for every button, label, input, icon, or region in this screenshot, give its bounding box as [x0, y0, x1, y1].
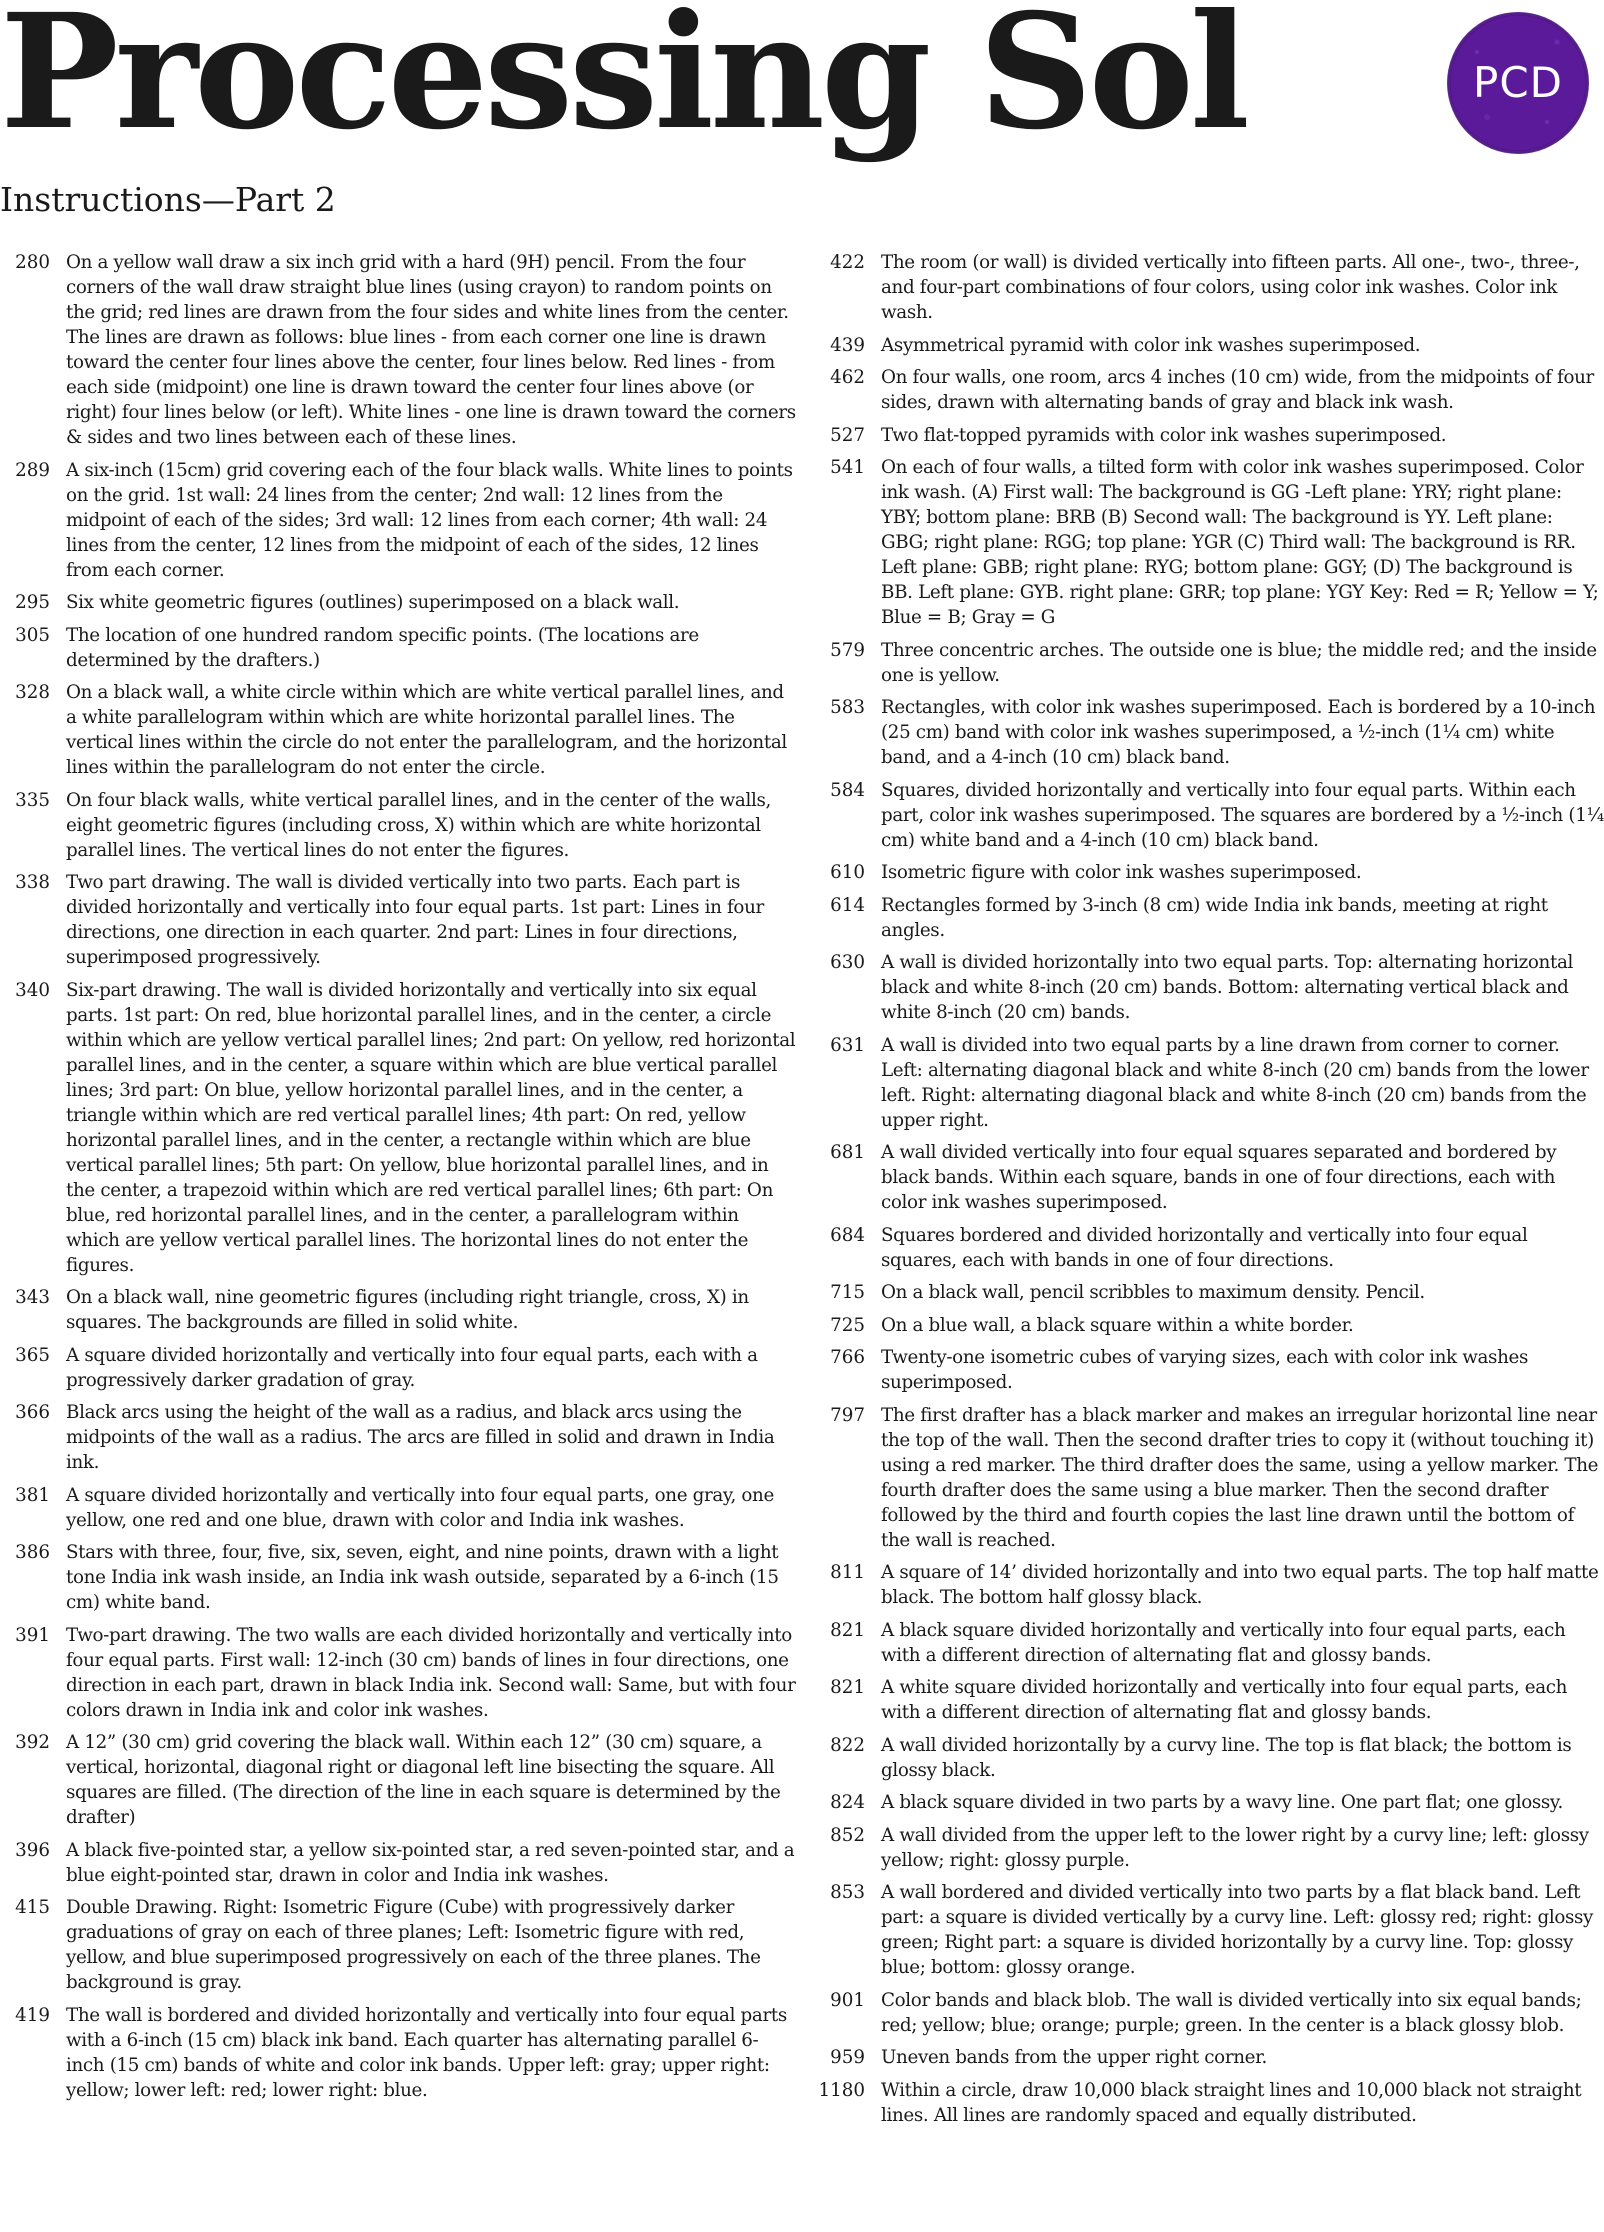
instruction-number: 391	[15, 1624, 50, 1646]
instruction-text: Six white geometric figures (outlines) superimposed on a black wall.	[66, 592, 680, 613]
instruction-text: Two part drawing. The wall is divided vertically into two parts. Each part is divided horizontally and vertically into four equal parts. 1st part: Lines in four directions, one direction in each quarter. 2nd part: Lines in four directions, superimposed progressively.	[66, 872, 764, 968]
instruction-text: Double Drawing. Right: Isometric Figure (Cube) with progressively darker graduations of gray on each of three planes; Left: Isometric figure with red, yellow, and blue superimposed progressively on each of the three planes. The background is gray.	[66, 1897, 761, 1993]
instruction-entry	[0, 1730, 796, 1830]
instruction-entry	[815, 1675, 1604, 1725]
instruction-number: 681	[830, 1142, 865, 1163]
instruction-text: Twenty-one isometric cubes of varying sizes, each with color ink washes superimposed.	[881, 1347, 1529, 1393]
instruction-number: 684	[830, 1224, 865, 1246]
instruction-text: Isometric figure with color ink washes superimposed.	[881, 862, 1362, 883]
instruction-number: 338	[15, 872, 50, 893]
instruction-number: 853	[830, 1882, 865, 1903]
instruction-entry	[815, 950, 1604, 1025]
instruction-number: 392	[15, 1732, 50, 1753]
instruction-entry	[815, 1140, 1604, 1215]
instruction-text: A square divided horizontally and vertically into four equal parts, each with a progressively darker gradation of gray.	[66, 1344, 758, 1391]
instruction-number: 579	[830, 639, 865, 661]
instruction-entry	[815, 1618, 1604, 1668]
instruction-text: Black arcs using the height of the wall as a radius, and black arcs using the midpoints of the wall as a radius. The arcs are filled in solid and drawn in India ink.	[66, 1402, 775, 1473]
instruction-number: 386	[15, 1542, 50, 1563]
instruction-entry	[0, 680, 796, 780]
instruction-number: 852	[830, 1824, 865, 1846]
instruction-number: 715	[830, 1282, 865, 1303]
instruction-text: Squares, divided horizontally and vertically into four equal parts. Within each part, color ink washes superimposed. The squares are bordered by a ½-inch (1¼ cm) white band and a 4-inch (10 cm) black band.	[881, 779, 1604, 851]
instruction-number: 630	[830, 952, 865, 973]
instruction-entry	[815, 1345, 1604, 1395]
instruction-number: 305	[15, 624, 50, 646]
instruction-text: Rectangles formed by 3-inch (8 cm) wide India ink bands, meeting at right angles.	[881, 894, 1548, 941]
right-column	[815, 250, 1604, 2135]
instruction-number: 439	[830, 334, 865, 356]
instruction-entry	[815, 638, 1604, 688]
left-column	[0, 250, 796, 2110]
instruction-text: A black square divided horizontally and vertically into four equal parts, each with a different direction of alternating flat and glossy bands.	[881, 1619, 1566, 1666]
instruction-entry	[0, 250, 796, 450]
instruction-text: On four walls, one room, arcs 4 inches (10 cm) wide, from the midpoints of four sides, drawn with alternating bands of gray and black ink wash.	[881, 367, 1594, 413]
instruction-number: 725	[830, 1314, 865, 1336]
instruction-entry	[815, 1790, 1604, 1815]
instruction-text: The location of one hundred random specific points. (The locations are determined by the drafters.)	[66, 624, 699, 671]
instruction-text: A white square divided horizontally and vertically into four equal parts, each with a different direction of alternating flat and glossy bands.	[881, 1677, 1568, 1723]
instruction-text: A black five-pointed star, a yellow six-pointed star, a red seven-pointed star, and a blue eight-pointed star, drawn in color and India ink washes.	[66, 1839, 795, 1886]
instruction-text: On four black walls, white vertical parallel lines, and in the center of the walls, eight geometric figures (including cross, X) within which are white horizontal parallel lines. The vertical lines do not enter the figures.	[66, 789, 771, 861]
instruction-entry	[815, 1733, 1604, 1783]
instruction-entry	[815, 860, 1604, 885]
instruction-text: Two flat-topped pyramids with color ink washes superimposed.	[881, 424, 1447, 446]
instruction-entry	[815, 1313, 1604, 1338]
instruction-number: 340	[15, 979, 50, 1001]
instruction-number: 821	[830, 1619, 865, 1641]
instruction-entry	[0, 788, 796, 863]
instruction-text: On a black wall, a white circle within which are white vertical parallel lines, and a white parallelogram within which are white horizontal parallel lines. The vertical lines within the circle do not enter the parallelogram, and the horizontal lines within the parallelogram do not enter the circle.	[66, 682, 787, 778]
instruction-text: On a black wall, pencil scribbles to maximum density. Pencil.	[881, 1282, 1425, 1303]
instruction-number: 584	[830, 779, 865, 801]
instruction-entry	[815, 1988, 1604, 2038]
instruction-number: 328	[15, 682, 50, 703]
instruction-number: 631	[830, 1034, 865, 1056]
instruction-entry	[0, 623, 796, 673]
instruction-number: 415	[15, 1897, 50, 1918]
instruction-text: Asymmetrical pyramid with color ink washes superimposed.	[881, 334, 1421, 356]
instruction-text: On each of four walls, a tilted form with color ink washes superimposed. Color ink wash. (A) First wall: The background is GG -Left plane: YRY; right plane: YBY; bottom plane: BRB (B) Second wall: The background is YY. Left plane: GBG; right plane: RGG; top plane: YGR (C) Third wall: The background is RR. Left plane: GBB; right plane: RYG; bottom plane: GGY; (D) The background is BB. Left plane: GYB. right plane: GRR; top plane: YGY Key: Red = R; Yellow = Y; Blue = B; Gray = G	[881, 457, 1599, 628]
instruction-text: Rectangles, with color ink washes superimposed. Each is bordered by a 10-inch (25 cm) band with color ink washes superimposed, a ½-inch (1¼ cm) white band, and a 4-inch (10 cm) black band.	[881, 697, 1596, 768]
instruction-entry	[815, 1033, 1604, 1133]
instruction-number: 821	[830, 1677, 865, 1698]
instruction-entry	[815, 333, 1604, 358]
instruction-number: 365	[15, 1344, 50, 1366]
instruction-number: 614	[830, 894, 865, 916]
instruction-text: A six-inch (15cm) grid covering each of the four black walls. White lines to points on the grid. 1st wall: 24 lines from the center; 2nd wall: 12 lines from the midpoint of each of the sides; 3rd wall: 12 lines from each corner; 4th wall: 24 lines from the center, 12 lines from the midpoint of each of the sides, 12 lines from each corner.	[66, 459, 793, 581]
instruction-text: A 12” (30 cm) grid covering the black wall. Within each 12” (30 cm) square, a vertical, horizontal, diagonal right or diagonal left line bisecting the square. All squares are filled. (The direction of the line in each square is determined by the drafter)	[66, 1732, 781, 1828]
instruction-entry	[0, 1483, 796, 1533]
instruction-text: A black square divided in two parts by a wavy line. One part flat; one glossy.	[881, 1792, 1563, 1813]
instruction-number: 583	[830, 697, 865, 718]
instruction-number: 422	[830, 252, 865, 273]
instruction-number: 396	[15, 1839, 50, 1861]
instruction-number: 419	[15, 2004, 50, 2026]
instruction-text: A wall is divided horizontally into two equal parts. Top: alternating horizontal black and white 8-inch (20 cm) bands. Bottom: alternating vertical black and white 8-inch (20 cm) bands.	[881, 952, 1573, 1023]
instruction-number: 289	[15, 459, 50, 481]
instruction-number: 541	[830, 457, 865, 478]
instruction-entry	[815, 1880, 1604, 1980]
instruction-entry	[0, 1400, 796, 1475]
instruction-entry	[0, 1540, 796, 1615]
instruction-entry	[815, 778, 1604, 853]
instruction-text: A wall divided vertically into four equal squares separated and bordered by black bands. Within each square, bands in one of four directions, each with color ink washes superimposed.	[881, 1142, 1557, 1213]
instruction-entry	[0, 978, 796, 1278]
instruction-number: 822	[830, 1734, 865, 1756]
instruction-text: Within a circle, draw 10,000 black straight lines and 10,000 black not straight lines. All lines are randomly spaced and equally distributed.	[881, 2079, 1582, 2126]
instruction-text: Six-part drawing. The wall is divided horizontally and vertically into six equal parts. 1st part: On red, blue horizontal parallel lines, and in the center, a circle within which are yellow vertical parallel lines; 2nd part: On yellow, red horizontal parallel lines, and in the center, a square within which are blue vertical parallel lines; 3rd part: On blue, yellow horizontal parallel lines, and in the center, a triangle within which are red vertical parallel lines; 4th part: On red, yellow horizontal parallel lines, and in the center, a rectangle within which are blue vertical parallel lines; 5th part: On yellow, blue horizontal parallel lines, and in the center, a trapezoid within which are red vertical parallel lines; 6th part: On blue, red horizontal parallel lines, and in the center, a parallelogram within which are yellow vertical parallel lines. The horizontal lines do not enter the figures.	[66, 979, 796, 1276]
instruction-number: 280	[15, 252, 50, 273]
instruction-number: 527	[830, 424, 865, 446]
instruction-number: 901	[830, 1989, 865, 2011]
instruction-number: 366	[15, 1402, 50, 1423]
instruction-text: The wall is bordered and divided horizontally and vertically into four equal parts with a 6-inch (15 cm) black ink band. Each quarter has alternating parallel 6-inch (15 cm) bands of white and color ink bands. Upper left: gray; upper right: yellow; lower left: red; lower right: blue.	[66, 2004, 787, 2101]
instruction-text: A square of 14’ divided horizontally and into two equal parts. The top half matte black. The bottom half glossy black.	[881, 1562, 1599, 1608]
instruction-entry	[815, 2078, 1604, 2128]
instruction-text: Color bands and black blob. The wall is divided vertically into six equal bands; red; yellow; blue; orange; purple; green. In the center is a black glossy blob.	[881, 1989, 1582, 2036]
instruction-text: The first drafter has a black marker and makes an irregular horizontal line near the top of the wall. Then the second drafter tries to copy it (without touching it) using a red marker. The third drafter does the same, using a yellow marker. The fourth drafter does the same using a blue marker. Then the second drafter followed by the third and fourth copies the last line drawn until the bottom of the wall is reached.	[881, 1404, 1599, 1551]
instruction-entry	[815, 1823, 1604, 1873]
instruction-entry	[815, 455, 1604, 630]
instruction-number: 343	[15, 1287, 50, 1308]
logo-text: PCD	[1473, 58, 1563, 107]
instruction-entry	[0, 1838, 796, 1888]
instruction-entry	[0, 1285, 796, 1335]
page-subtitle: Instructions—Part 2	[0, 180, 336, 219]
instruction-entry	[0, 1895, 796, 1995]
instruction-number: 1180	[818, 2079, 865, 2101]
instruction-text: Stars with three, four, five, six, seven, eight, and nine points, drawn with a light tone India ink wash inside, an India ink wash outside, separated by a 6-inch (15 cm) white band.	[66, 1542, 779, 1613]
instruction-entry	[815, 893, 1604, 943]
instruction-entry	[0, 870, 796, 970]
instruction-text: A wall bordered and divided vertically into two parts by a flat black band. Left part: a square is divided vertically by a curvy line. Left: glossy red; right: glossy green; Right part: a square is divided horizontally by a curvy line. Top: glossy blue; bottom: glossy orange.	[881, 1882, 1594, 1978]
instruction-entry	[815, 1560, 1604, 1610]
instruction-entry	[815, 695, 1604, 770]
instruction-number: 959	[830, 2047, 865, 2068]
page-title: Processing Sol	[0, 0, 1246, 165]
instruction-number: 824	[830, 1792, 865, 1813]
instruction-entry	[815, 365, 1604, 415]
instruction-text: Three concentric arches. The outside one is blue; the middle red; and the inside one is yellow.	[881, 639, 1597, 686]
instruction-entry	[815, 250, 1604, 325]
instruction-number: 610	[830, 862, 865, 883]
instruction-entry	[0, 2003, 796, 2103]
instruction-entry	[815, 1280, 1604, 1305]
instruction-text: A wall divided from the upper left to the lower right by a curvy line; left: glossy yellow; right: glossy purple.	[881, 1824, 1589, 1871]
instruction-text: On a black wall, nine geometric figures (including right triangle, cross, X) in squares. The backgrounds are filled in solid white.	[66, 1287, 749, 1333]
instruction-text: A wall is divided into two equal parts by a line drawn from corner to corner. Left: alternating diagonal black and white 8-inch (20 cm) bands from the lower left. Right: alternating diagonal black and white 8-inch (20 cm) bands from the upper right.	[881, 1034, 1589, 1131]
instruction-text: On a blue wall, a black square within a white border.	[881, 1314, 1354, 1336]
pcd-logo	[1447, 12, 1589, 154]
instruction-entry	[815, 1223, 1604, 1273]
instruction-number: 811	[830, 1562, 865, 1583]
instruction-text: Two-part drawing. The two walls are each divided horizontally and vertically into four equal parts. First wall: 12-inch (30 cm) bands of lines in four directions, one direction in each part, drawn in black India ink. Second wall: Same, but with four colors drawn in India ink and color ink washes.	[66, 1624, 796, 1721]
instruction-number: 335	[15, 789, 50, 811]
instruction-number: 381	[15, 1484, 50, 1506]
instruction-number: 766	[830, 1347, 865, 1368]
instruction-number: 797	[830, 1404, 865, 1426]
instruction-number: 462	[830, 367, 865, 388]
instruction-text: Squares bordered and divided horizontally and vertically into four equal squares, each with bands in one of four directions.	[881, 1224, 1528, 1271]
instruction-entry	[0, 590, 796, 615]
instruction-entry	[815, 2045, 1604, 2070]
instruction-text: The room (or wall) is divided vertically into fifteen parts. All one-, two-, three-, and four-part combinations of four colors, using color ink washes. Color ink wash.	[881, 252, 1580, 323]
instruction-text: On a yellow wall draw a six inch grid with a hard (9H) pencil. From the four corners of the wall draw straight blue lines (using crayon) to random points on the grid; red lines are drawn from the four sides and white lines from the center. The lines are drawn as follows: blue lines - from each corner one line is drawn toward the center four lines above the center, four lines below. Red lines - from each side (midpoint) one line is drawn toward the center four lines above (or right) four lines below (or left). White lines - one line is drawn toward the corners & sides and two lines between each of these lines.	[66, 252, 796, 448]
instruction-entry	[0, 1623, 796, 1723]
instruction-text: A wall divided horizontally by a curvy line. The top is flat black; the bottom is glossy black.	[881, 1734, 1572, 1781]
instruction-text: Uneven bands from the upper right corner.	[881, 2047, 1267, 2068]
instruction-text: A square divided horizontally and vertically into four equal parts, one gray, one yellow, one red and one blue, drawn with color and India ink washes.	[66, 1484, 774, 1531]
instruction-entry	[815, 1403, 1604, 1553]
instruction-entry	[0, 1343, 796, 1393]
instruction-number: 295	[15, 592, 50, 613]
instruction-entry	[0, 458, 796, 583]
instruction-entry	[815, 423, 1604, 448]
